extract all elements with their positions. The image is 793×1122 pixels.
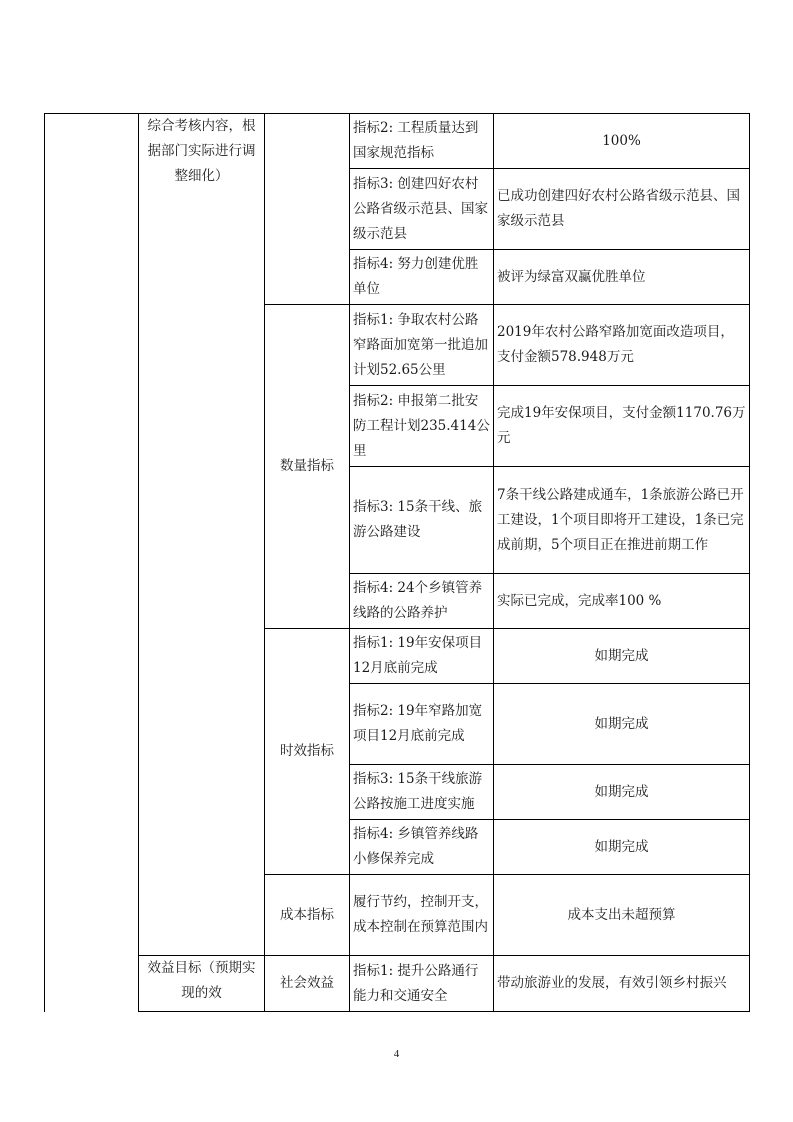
value-cell: 被评为绿富双赢优胜单位 [494,250,750,305]
value-cell: 如期完成 [494,684,750,765]
value-cell: 100% [494,114,750,169]
cost-category-cell: 成本指标 [265,875,350,956]
indicator-cell: 指标1: 提升公路通行能力和交通安全 [350,956,494,1012]
indicator-cell: 指标4: 努力创建优胜单位 [350,250,494,305]
value-cell: 带动旅游业的发展，有效引领乡村振兴 [494,956,750,1012]
benefit-target-cell: 效益目标（预期实现的效 [139,956,265,1012]
page-number: 4 [393,1048,400,1060]
value-cell: 如期完成 [494,629,750,684]
value-cell: 成本支出未超预算 [494,875,750,956]
first-column-cell [45,114,139,1012]
indicator-cell: 指标3: 15条干线、旅游公路建设 [350,467,494,574]
indicator-cell: 指标3: 15条干线旅游公路按施工进度实施 [350,765,494,820]
indicator-cell: 指标1: 争取农村公路窄路面加宽第一批追加计划52.65公里 [350,305,494,386]
indicator-cell: 指标2: 19年窄路加宽项目12月底前完成 [350,684,494,765]
value-cell: 2019年农村公路窄路加宽面改造项目，支付金额578.948万元 [494,305,750,386]
indicator-cell: 指标2: 工程质量达到国家规范指标 [350,114,494,169]
value-cell: 如期完成 [494,765,750,820]
indicator-cell: 指标3: 创建四好农村公路省级示范县、国家级示范县 [350,169,494,250]
value-cell: 如期完成 [494,820,750,875]
social-category-cell: 社会效益 [265,956,350,1012]
category-note-cell: 综合考核内容，根据部门实际进行调整细化） [139,114,265,956]
value-cell: 实际已完成，完成率100 % [494,574,750,629]
indicator-cell: 履行节约，控制开支，成本控制在预算范围内 [350,875,494,956]
indicator-cell: 指标1: 19年安保项目12月底前完成 [350,629,494,684]
timeliness-category-cell: 时效指标 [265,629,350,875]
quality-category-cell [265,114,350,305]
quantity-category-cell: 数量指标 [265,305,350,629]
value-cell: 已成功创建四好农村公路省级示范县、国家级示范县 [494,169,750,250]
indicator-cell: 指标4: 24个乡镇管养线路的公路养护 [350,574,494,629]
indicator-cell: 指标4: 乡镇管养线路小修保养完成 [350,820,494,875]
value-cell: 完成19年安保项目，支付金额1170.76万元 [494,386,750,467]
value-cell: 7条干线公路建成通车，1条旅游公路已开工建设，1个项目即将开工建设，1条已完成前期，5个项目正在推进前期工作 [494,467,750,574]
indicator-cell: 指标2: 申报第二批安防工程计划235.414公里 [350,386,494,467]
performance-table [44,113,750,1012]
